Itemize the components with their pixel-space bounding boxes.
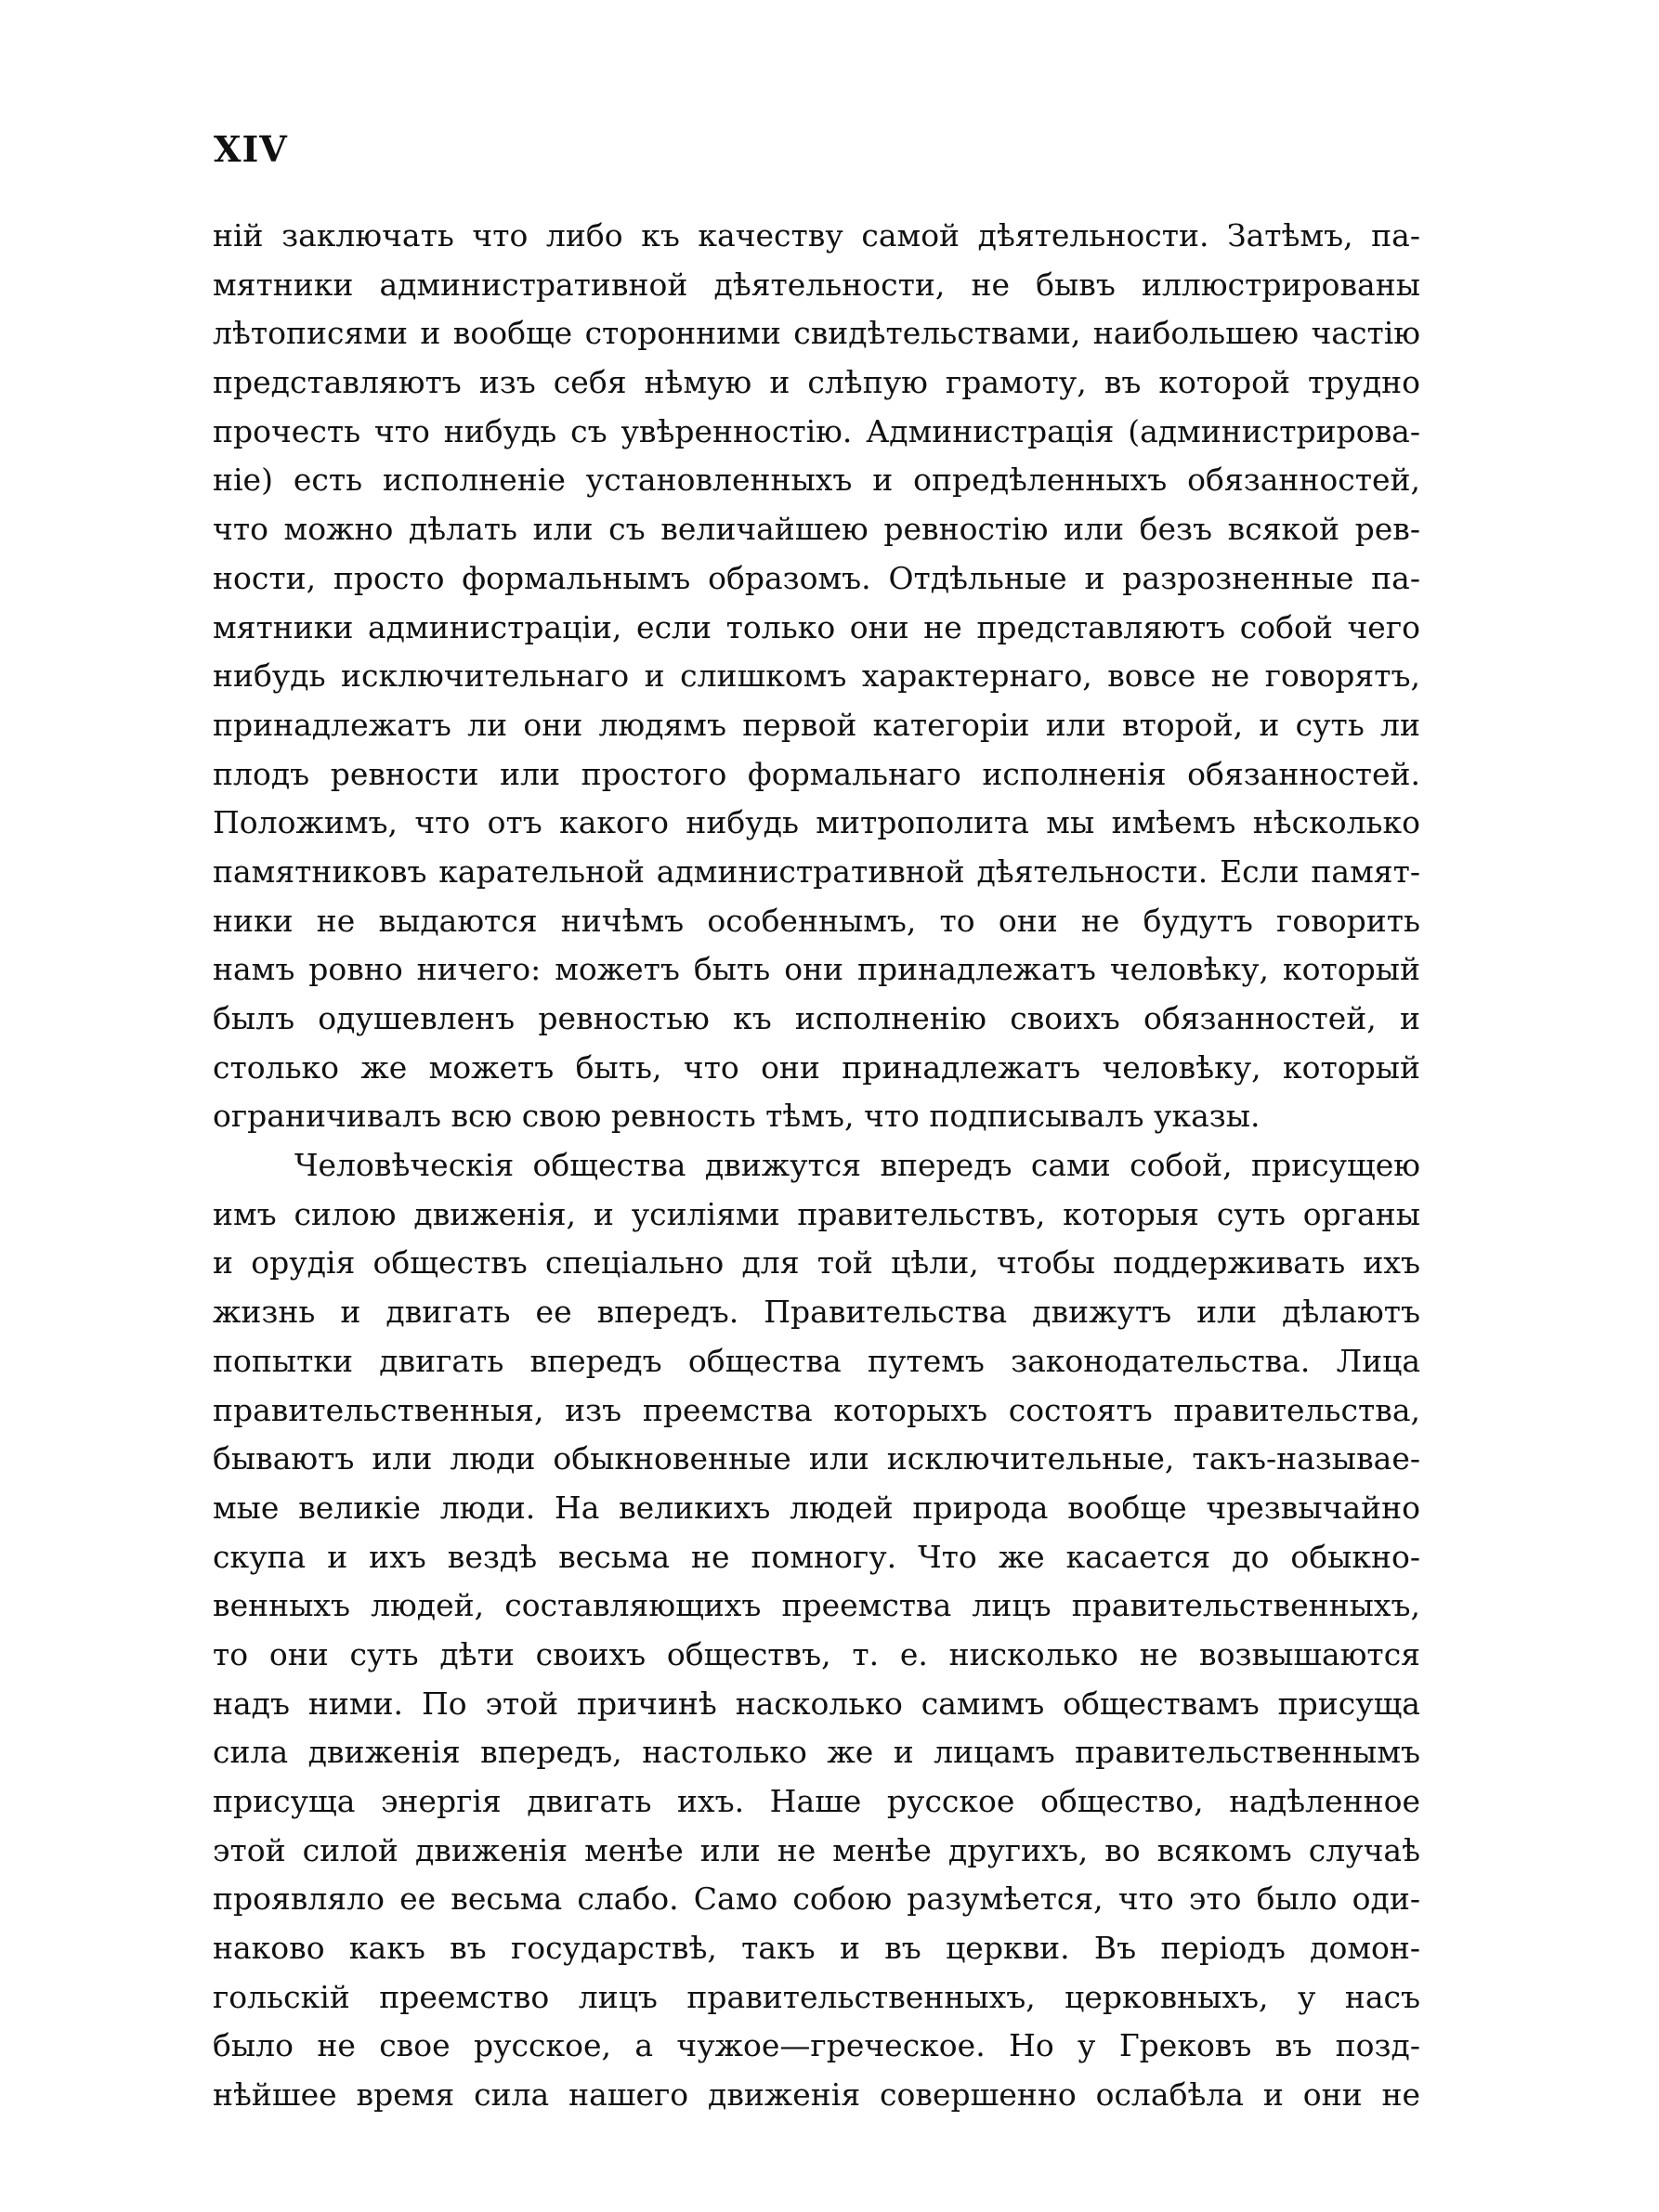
text-line: мятники администраціи, если только они не представляютъ собой чего [213, 608, 1420, 645]
text-line: нибудь исключительнаго и слишкомъ характернаго, вовсе не говорятъ, [213, 657, 1420, 695]
text-line: правительственныя, изъ преемства которыхъ состоятъ правительства, [213, 1391, 1420, 1428]
text-line: бываютъ или люди обыкновенные или исключительные, такъ-называе- [213, 1440, 1420, 1477]
text-line: что можно дѣлать или съ величайшею ревностію или безъ всякой рев- [213, 511, 1420, 548]
text-line: лѣтописями и вообще сторонними свидѣтельствами, наибольшею частію [213, 315, 1420, 352]
text-line: наково какъ въ государствѣ, такъ и въ церкви. Въ періодъ домон- [213, 1930, 1420, 1967]
text-line: этой силой движенія менѣе или не менѣе другихъ, во всякомъ случаѣ [213, 1831, 1420, 1868]
text-line: сила движенія впередъ, настолько же и лицамъ правительственнымъ [213, 1734, 1420, 1771]
text-line: присуща энергія двигать ихъ. Наше русское общество, надѣленное [213, 1783, 1420, 1819]
text-line: мятники административной дѣятельности, не бывъ иллюстрированы [213, 266, 1420, 303]
text-line: жизнь и двигать ее впередъ. Правительства движутъ или дѣлаютъ [213, 1294, 1420, 1331]
text-line: имъ силою движенія, и усиліями правительствъ, которыя суть органы [213, 1195, 1420, 1232]
text-line: плодъ ревности или простого формальнаго исполненія обязанностей. [213, 755, 1420, 792]
text-line: мые великіе люди. На великихъ людей природа вообще чрезвычайно [213, 1489, 1420, 1526]
text-line: нѣйшее время сила нашего движенія совершенно ослабѣла и они не [213, 2076, 1420, 2114]
text-line: гольскій преемство лицъ правительственныхъ, церковныхъ, у насъ [213, 1978, 1420, 2015]
text-line: столько же можетъ быть, что они принадлежатъ человѣку, который [213, 1048, 1420, 1086]
text-line: ники не выдаются ничѣмъ особеннымъ, то они не будутъ говорить [213, 902, 1420, 939]
text-line: памятниковъ карательной административной дѣятельности. Если памят- [213, 852, 1420, 890]
text-line: попытки двигать впередъ общества путемъ законодательства. Лица [213, 1342, 1420, 1379]
text-line: ности, просто формальнымъ образомъ. Отдѣльные и разрозненные па- [213, 559, 1420, 596]
text-line: надъ ними. По этой причинѣ насколько самимъ обществамъ присуща [213, 1685, 1420, 1722]
text-line: было не свое русское, а чужое—греческое. Но у Грековъ въ позд- [213, 2027, 1420, 2064]
text-line: то они суть дѣти своихъ обществъ, т. е. нисколько не возвышаются [213, 1635, 1420, 1672]
text-line: ніе) есть исполненіе установленныхъ и опредѣленныхъ обязанностей, [213, 462, 1420, 499]
body-text [213, 212, 1420, 2120]
text-line: проявляло ее весьма слабо. Само собою разумѣется, что это было оди- [213, 1880, 1420, 1918]
text-line: ограничивалъ всю свою ревность тѣмъ, что подписывалъ указы. [213, 1098, 1261, 1135]
text-line: прочесть что нибудь съ увѣренностію. Администрація (администрирова- [213, 412, 1420, 449]
text-line: скупа и ихъ вездѣ весьма не помногу. Что же касается до обыкно- [213, 1538, 1420, 1575]
text-line: и орудія обществъ спеціально для той цѣли, чтобы поддерживать ихъ [213, 1244, 1420, 1282]
paragraph-2 [213, 1141, 1420, 2120]
text-line: представляютъ изъ себя нѣмую и слѣпую грамоту, въ которой трудно [213, 364, 1420, 401]
text-line: ній заключать что либо къ качеству самой дѣятельности. Затѣмъ, па- [213, 217, 1420, 254]
text-line: принадлежатъ ли они людямъ первой категоріи или второй, и суть ли [213, 706, 1420, 743]
paragraph-1 [213, 212, 1420, 1141]
page-number: XIV [214, 128, 288, 170]
text-line: Человѣческія общества движутся впередъ сами собой, присущею [294, 1147, 1420, 1184]
text-line: намъ ровно ничего: можетъ быть они принадлежатъ человѣку, который [213, 951, 1420, 988]
text-line: былъ одушевленъ ревностью къ исполненію своихъ обязанностей, и [213, 1000, 1420, 1036]
text-line: венныхъ людей, составляющихъ преемства лицъ правительственныхъ, [213, 1587, 1420, 1624]
text-line: Положимъ, что отъ какого нибудь митрополита мы имѣемъ нѣсколько [213, 804, 1420, 841]
